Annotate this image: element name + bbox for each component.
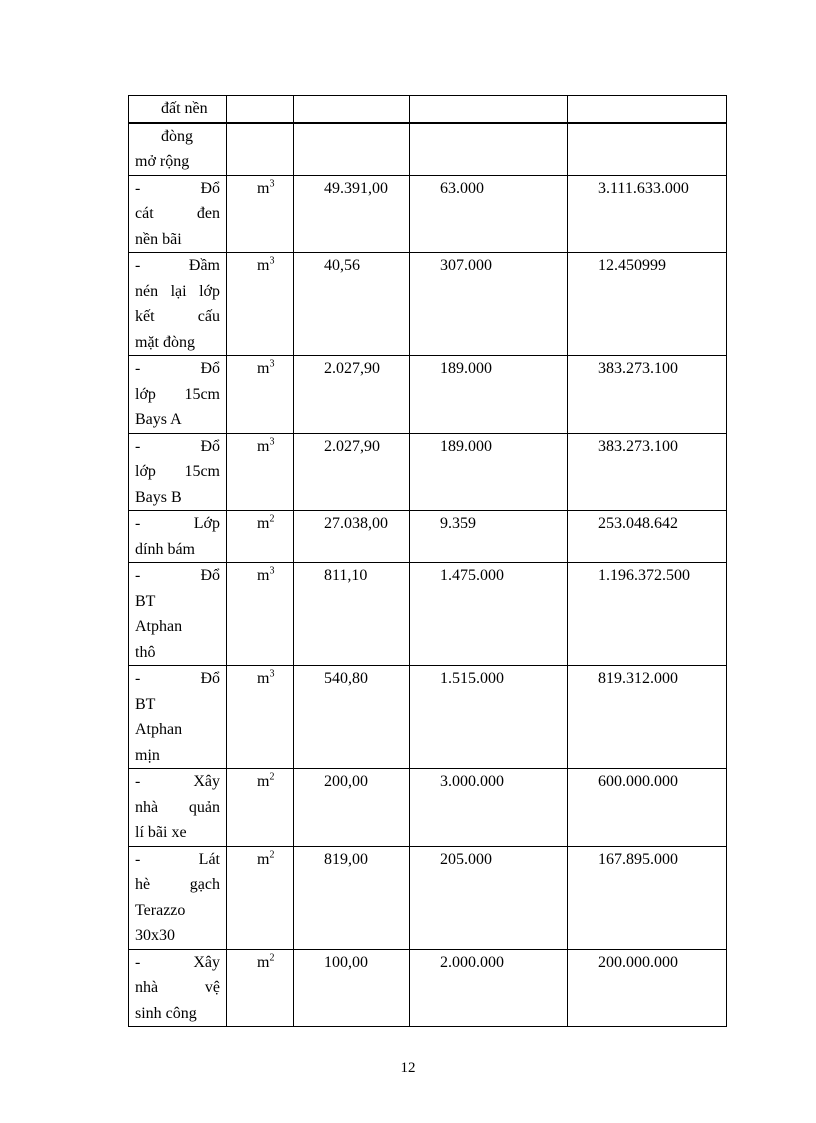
item-line: - Xây <box>135 773 220 790</box>
table-row <box>129 666 727 769</box>
table-row <box>129 563 727 666</box>
unit-price-cell: 9.359 <box>410 511 568 563</box>
unit-price-cell: 189.000 <box>410 356 568 434</box>
table-body <box>129 96 727 1027</box>
unit-base: m <box>257 773 270 790</box>
unit-cell <box>227 433 294 511</box>
total-cell: 600.000.000 <box>568 769 727 847</box>
total-cell: 200.000.000 <box>568 949 727 1027</box>
item-line: Bays B <box>135 488 182 506</box>
total-cell <box>568 123 727 176</box>
unit-exponent: 3 <box>269 565 275 577</box>
quantity-cell: 811,10 <box>294 563 410 666</box>
unit-cell <box>227 769 294 847</box>
item-cell <box>129 123 227 176</box>
item-line: mở rộng <box>135 153 190 170</box>
quantity-cell: 819,00 <box>294 846 410 949</box>
table-row <box>129 769 727 847</box>
item-line: đất nền <box>161 100 208 117</box>
item-line: Atphan <box>135 618 183 635</box>
item-line: BT <box>135 592 156 610</box>
page-number: 12 <box>400 1060 416 1076</box>
quantity-cell: 2.027,90 <box>294 433 410 511</box>
quantity-cell <box>294 123 410 176</box>
item-line: nhà vệ <box>135 979 220 996</box>
item-cell <box>129 769 227 847</box>
unit-exponent: 3 <box>269 436 275 448</box>
item-line: hè gạch <box>135 876 220 893</box>
item-cell <box>129 949 227 1027</box>
unit-base: m <box>257 953 270 971</box>
unit-base: m <box>257 670 270 687</box>
unit-price-cell <box>410 96 568 123</box>
unit-exponent: 3 <box>269 668 275 680</box>
unit-exponent: 2 <box>269 513 275 525</box>
total-cell: 3.111.633.000 <box>568 175 727 253</box>
unit-price-cell: 1.475.000 <box>410 563 568 666</box>
unit-price-cell: 63.000 <box>410 175 568 253</box>
item-line: đòng <box>161 127 193 145</box>
unit-cell <box>227 949 294 1027</box>
item-line: lí bãi xe <box>135 824 187 841</box>
item-line: - Lát <box>135 850 220 868</box>
quantity-cell: 540,80 <box>294 666 410 769</box>
total-cell: 383.273.100 <box>568 356 727 434</box>
item-line: thô <box>135 643 156 661</box>
item-line: Bays A <box>135 411 182 428</box>
unit-base: m <box>257 850 270 868</box>
total-cell: 383.273.100 <box>568 433 727 511</box>
cost-estimate-table <box>128 95 727 1027</box>
item-cell <box>129 356 227 434</box>
unit-base: m <box>257 257 270 274</box>
item-line: Atphan <box>135 721 183 738</box>
unit-cell <box>227 175 294 253</box>
total-cell: 12.450999 <box>568 253 727 356</box>
unit-exponent: 2 <box>269 771 275 783</box>
item-cell <box>129 563 227 666</box>
item-line: - Đổ <box>135 670 220 687</box>
item-line: nén lại lớp <box>135 282 220 300</box>
unit-base: m <box>257 179 270 197</box>
item-line: cát đen <box>135 205 220 222</box>
unit-cell <box>227 96 294 123</box>
quantity-cell: 49.391,00 <box>294 175 410 253</box>
item-cell <box>129 175 227 253</box>
table-row <box>129 949 727 1027</box>
table-row <box>129 846 727 949</box>
item-line: nhà quản <box>135 798 220 816</box>
item-line: nền bãi <box>135 230 182 248</box>
table-row <box>129 96 727 123</box>
table-row <box>129 253 727 356</box>
unit-cell <box>227 253 294 356</box>
item-line: - Đổ <box>135 437 220 455</box>
item-line: - Lớp <box>135 515 220 532</box>
item-line: - Đổ <box>135 567 220 584</box>
item-cell <box>129 433 227 511</box>
unit-base: m <box>257 567 270 584</box>
unit-exponent: 2 <box>269 849 275 861</box>
unit-exponent: 3 <box>269 255 275 267</box>
item-line: - Đổ <box>135 179 220 197</box>
table-row <box>129 175 727 253</box>
total-cell: 1.196.372.500 <box>568 563 727 666</box>
table-row <box>129 433 727 511</box>
item-line: mặt đòng <box>135 333 195 351</box>
quantity-cell: 100,00 <box>294 949 410 1027</box>
quantity-cell <box>294 96 410 123</box>
item-line: 30x30 <box>135 927 175 944</box>
total-cell <box>568 96 727 123</box>
item-cell <box>129 253 227 356</box>
item-cell <box>129 96 227 123</box>
item-line: dính bám <box>135 540 195 558</box>
unit-price-cell <box>410 123 568 176</box>
unit-cell <box>227 846 294 949</box>
unit-base: m <box>257 437 270 455</box>
unit-base: m <box>257 515 270 532</box>
item-line: kết cấu <box>135 308 220 325</box>
unit-price-cell: 3.000.000 <box>410 769 568 847</box>
item-line: - Xây <box>135 953 220 971</box>
item-line: lớp 15cm <box>135 463 220 480</box>
total-cell: 819.312.000 <box>568 666 727 769</box>
unit-cell <box>227 666 294 769</box>
unit-cell <box>227 123 294 176</box>
quantity-cell: 40,56 <box>294 253 410 356</box>
unit-price-cell: 189.000 <box>410 433 568 511</box>
item-line: - Đầm <box>135 257 220 274</box>
unit-price-cell: 2.000.000 <box>410 949 568 1027</box>
table-row <box>129 511 727 563</box>
item-line: BT <box>135 695 156 713</box>
quantity-cell: 2.027,90 <box>294 356 410 434</box>
item-cell <box>129 846 227 949</box>
unit-price-cell: 205.000 <box>410 846 568 949</box>
item-cell <box>129 666 227 769</box>
total-cell: 167.895.000 <box>568 846 727 949</box>
unit-exponent: 3 <box>269 178 275 190</box>
item-line: Terazzo <box>135 901 186 919</box>
item-line: mịn <box>135 746 160 764</box>
unit-exponent: 3 <box>269 358 275 370</box>
unit-base: m <box>257 360 270 377</box>
unit-exponent: 2 <box>269 952 275 964</box>
item-cell <box>129 511 227 563</box>
item-line: - Đổ <box>135 360 220 377</box>
table-row <box>129 123 727 176</box>
quantity-cell: 200,00 <box>294 769 410 847</box>
item-line: lớp 15cm <box>135 385 220 403</box>
unit-price-cell: 307.000 <box>410 253 568 356</box>
unit-price-cell: 1.515.000 <box>410 666 568 769</box>
table-row <box>129 356 727 434</box>
unit-cell <box>227 511 294 563</box>
quantity-cell: 27.038,00 <box>294 511 410 563</box>
unit-cell <box>227 356 294 434</box>
item-line: sinh công <box>135 1004 197 1022</box>
total-cell: 253.048.642 <box>568 511 727 563</box>
unit-cell <box>227 563 294 666</box>
